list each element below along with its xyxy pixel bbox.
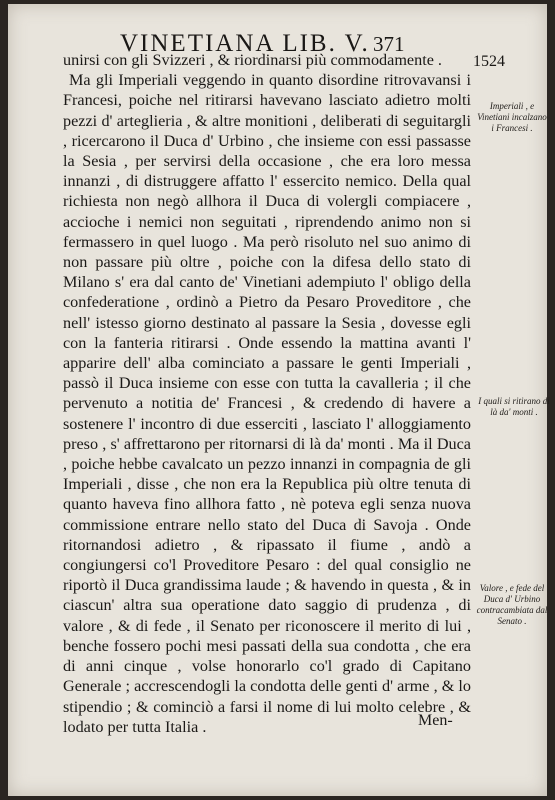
margin-year: 1524 — [473, 53, 505, 70]
sidenote-valore: Valore , e fede del Duca d' Urbino contracambiata dal Senato . — [476, 583, 548, 626]
catchword: Men- — [418, 712, 453, 729]
body-text — [63, 50, 471, 737]
paragraph-continued: unirsi con gli Svizzeri , & riordinarsi più commodamente . — [63, 51, 442, 69]
book-page — [8, 4, 550, 796]
paragraph-main: Ma gli Imperiali veggendo in quanto disordine ritrovavansi i Francesi, poiche nel ritirarsi havevano lasciato adietro molti pezzi d' arteglieria , & altre monitioni , deliberati di seguitargli , ricercarono il Duca d' Urbino , che insieme con essi passasse la Sesia , per servirsi della occasione , che era loro messa innanzi , di distruggere affatto l' essercito nemico. Della qual richiesta non negò allhora il Duca di volergli compiacere , accioche i nemici non seguitati , riprendendo animo non si fermassero in quel luogo . Ma però risoluto nel suo animo di non passare più oltre , poiche con la difesa dello stato di Milano s' era dal canto de' Vinetiani adempiuto l' obligo della confederatione , ordinò a Pietro da Pesaro Proveditore , che nell' istesso giorno destinato al passare la Sesia , dovesse egli con la fanteria ritirarsi . Onde essendo la mattina avanti l' apparire dell' alba cominciato a passare le genti Imperiali , passò il Duca insieme con esse con tutta la cavalleria ; il che pervenuto a notitia de' Francesi , & credendo di havere a sostenere l' incontro di due esserciti , lasciato l' alloggiamento preso , s' affrettarono per ritornarsi di là da' monti . Ma il Duca , poiche hebbe cavalcato un pezzo innanzi in compagnia de gli Imperiali , disse , che non era la Republica più oltre tenuta di quanto haveva fino allhora fatto , nè poteva egli senza nuova commissione entrare nello stato del Duca di Savoja . Onde ritornandosi adietro , & ripassato il fiume , andò a congiungersi co'l Proveditore Pesaro : del qual consiglio ne riportò il Duca grandissima laude ; & havendo in questa , & in ciascun' altra sua operatione dato saggio di prudenza , di valore , & di fede , il Senato per riconoscere il merito di lui , benche fossero pochi mesi passati della sua condotta , che era di anni cinque , volse honorarlo co'l grado di Capitano Generale ; accrescendogli la condotta delle genti d' arme , & lo stipendio ; & cominciò a farsi il nome di lui molto celebre , & lodato per tutta Italia . — [63, 71, 471, 736]
page-number: 371 — [373, 32, 405, 56]
sidenote-imperiali: Imperiali , e Vinetiani incalzano i Francesi . — [477, 101, 547, 133]
page-title: VINETIANA LIB. V. — [120, 30, 370, 57]
sidenote-ritirano: I quali si ritirano di là da' monti . — [478, 396, 550, 417]
